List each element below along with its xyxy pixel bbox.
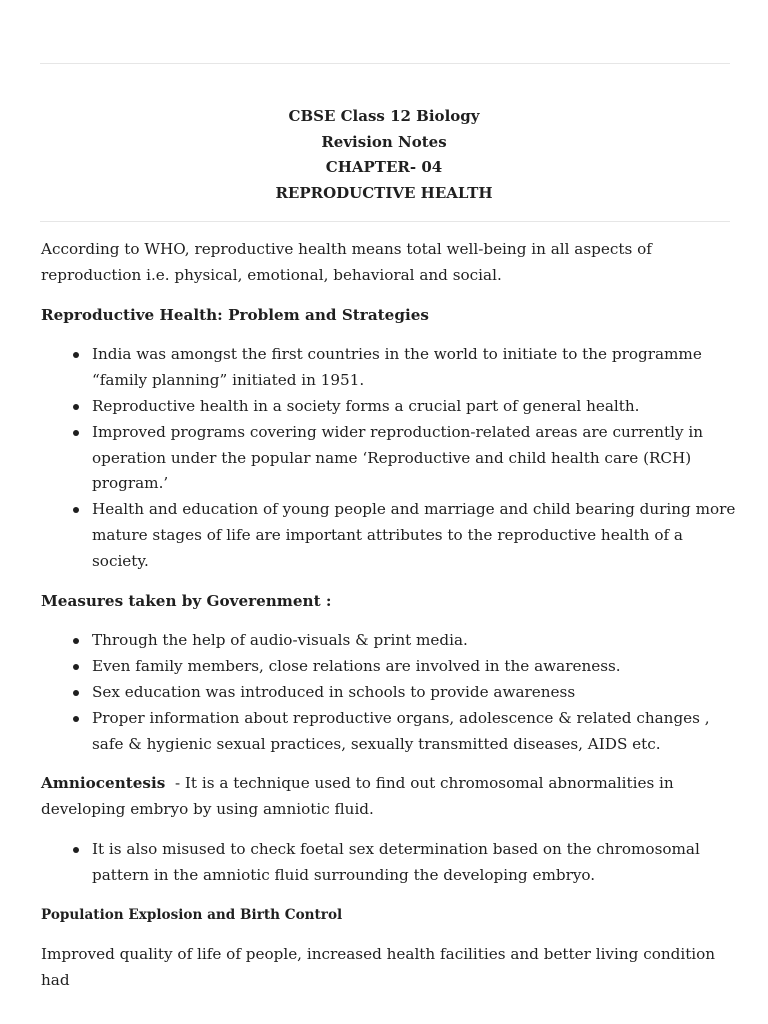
bullet-icon (73, 847, 79, 853)
top-divider (40, 63, 730, 64)
list-item (41, 497, 736, 574)
bullet-icon (73, 638, 79, 644)
list-item-text: India was amongst the first countries in the world to initiate to the programme “family planning” initiated in 1951. (92, 345, 702, 390)
list-item (41, 654, 736, 680)
bullet-icon (73, 430, 79, 436)
document-body (41, 237, 736, 994)
list-item-text: Sex education was introduced in schools to provide awareness (92, 682, 576, 701)
bullet-icon (73, 404, 79, 410)
list-item-text: It is also misused to check foetal sex determination based on the chromosomal pattern in the amniotic fluid surrounding the developing embryo. (92, 839, 700, 884)
amniocentesis-definition: - It is a technique used to find out chromosomal abnormalities in developing embryo by using amniotic fluid. (41, 774, 679, 819)
list-item (41, 342, 736, 394)
list-item-text: Health and education of young people and marriage and child bearing during more mature stages of life are important attributes to the reproductive health of a society. (92, 500, 736, 570)
document-header (0, 104, 768, 206)
list-item-text: Through the help of audio-visuals & print media. (92, 631, 468, 650)
list-item (41, 628, 736, 654)
bullet-icon (73, 352, 79, 358)
bullet-icon (73, 664, 79, 670)
amniocentesis-paragraph (41, 771, 736, 823)
header-divider (40, 221, 730, 222)
measures-list (41, 628, 736, 757)
list-item-text: Reproductive health in a society forms a crucial part of general health. (92, 396, 640, 415)
list-item (41, 680, 736, 706)
amniocentesis-list (41, 837, 736, 889)
bullet-icon (73, 690, 79, 696)
intro-paragraph: According to WHO, reproductive health means total well-being in all aspects of reproduction i.e. physical, emotional, behavioral and social. (41, 240, 652, 284)
section-heading-measures: Measures taken by Goverenment : (41, 591, 332, 610)
header-chapter-title: REPRODUCTIVE HEALTH (275, 183, 493, 202)
list-item (41, 837, 736, 889)
section-heading-strategies: Reproductive Health: Problem and Strategies (41, 305, 429, 324)
list-item (41, 706, 736, 758)
list-item-text: Improved programs covering wider reproduction-related areas are currently in operation under the popular name ‘Reproductive and child health care (RCH) program.’ (92, 422, 704, 493)
strategies-list (41, 342, 736, 574)
bullet-icon (73, 507, 79, 513)
header-chapter: CHAPTER- 04 (325, 158, 443, 176)
amniocentesis-term: Amniocentesis (41, 774, 166, 793)
list-item (41, 420, 736, 497)
header-subtitle: Revision Notes (321, 132, 447, 151)
list-item (41, 394, 736, 420)
section-heading-population: Population Explosion and Birth Control (41, 906, 343, 923)
population-paragraph: Improved quality of life of people, increased health facilities and better living condition had (41, 945, 716, 990)
bullet-icon (73, 716, 79, 722)
list-item-text: Proper information about reproductive organs, adolescence & related changes , safe & hygienic sexual practices, sexually transmitted diseases, AIDS etc. (92, 708, 710, 753)
list-item-text: Even family members, close relations are involved in the awareness. (92, 657, 621, 676)
header-course: CBSE Class 12 Biology (288, 107, 480, 125)
